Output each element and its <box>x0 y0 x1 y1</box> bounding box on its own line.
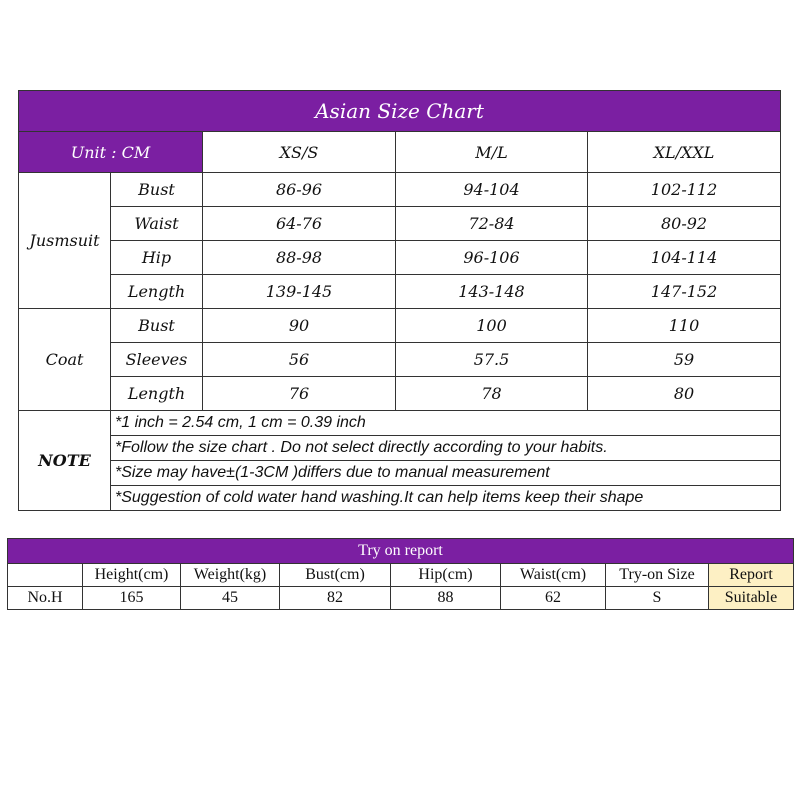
report-cell: 82 <box>280 587 391 610</box>
report-header: Try-on Size <box>606 564 709 587</box>
measure-label: Waist <box>111 207 203 241</box>
size-header: M/L <box>396 132 588 173</box>
measure-label: Length <box>111 275 203 309</box>
size-value: 88-98 <box>203 241 396 275</box>
size-header: XL/XXL <box>588 132 781 173</box>
note-line: *Suggestion of cold water hand washing.It can help items keep their shape <box>111 486 781 511</box>
size-value: 72-84 <box>396 207 588 241</box>
size-value: 94-104 <box>396 173 588 207</box>
report-header: Height(cm) <box>83 564 181 587</box>
size-value: 90 <box>203 309 396 343</box>
size-chart-title: Asian Size Chart <box>19 91 781 132</box>
report-header-highlight: Report <box>709 564 794 587</box>
size-header: XS/S <box>203 132 396 173</box>
size-value: 59 <box>588 343 781 377</box>
report-cell: 62 <box>501 587 606 610</box>
measure-label: Bust <box>111 173 203 207</box>
note-label: NOTE <box>19 411 111 511</box>
report-cell: 45 <box>181 587 280 610</box>
report-cell: 165 <box>83 587 181 610</box>
measure-label: Hip <box>111 241 203 275</box>
size-value: 78 <box>396 377 588 411</box>
size-value: 57.5 <box>396 343 588 377</box>
unit-label: Unit : CM <box>19 132 203 173</box>
size-value: 147-152 <box>588 275 781 309</box>
note-line: *1 inch = 2.54 cm, 1 cm = 0.39 inch <box>111 411 781 436</box>
try-on-report-title: Try on report <box>8 539 794 564</box>
size-value: 76 <box>203 377 396 411</box>
size-value: 80-92 <box>588 207 781 241</box>
size-value: 143-148 <box>396 275 588 309</box>
size-value: 110 <box>588 309 781 343</box>
size-value: 104-114 <box>588 241 781 275</box>
size-value: 102-112 <box>588 173 781 207</box>
report-header: Bust(cm) <box>280 564 391 587</box>
report-cell-highlight: Suitable <box>709 587 794 610</box>
size-value: 86-96 <box>203 173 396 207</box>
note-line: *Size may have±(1-3CM )differs due to manual measurement <box>111 461 781 486</box>
measure-label: Bust <box>111 309 203 343</box>
report-cell: No.H <box>8 587 83 610</box>
report-header: Hip(cm) <box>391 564 501 587</box>
group-label-jumpsuit: Jusmsuit <box>19 173 111 309</box>
report-cell: S <box>606 587 709 610</box>
size-value: 100 <box>396 309 588 343</box>
measure-label: Length <box>111 377 203 411</box>
try-on-report <box>7 538 794 610</box>
measure-label: Sleeves <box>111 343 203 377</box>
group-label-coat: Coat <box>19 309 111 411</box>
report-header-blank <box>8 564 83 587</box>
size-value: 96-106 <box>396 241 588 275</box>
size-value: 64-76 <box>203 207 396 241</box>
asian-size-chart <box>18 90 781 511</box>
size-value: 56 <box>203 343 396 377</box>
size-value: 80 <box>588 377 781 411</box>
note-line: *Follow the size chart . Do not select directly according to your habits. <box>111 436 781 461</box>
report-cell: 88 <box>391 587 501 610</box>
report-header: Waist(cm) <box>501 564 606 587</box>
size-value: 139-145 <box>203 275 396 309</box>
report-header: Weight(kg) <box>181 564 280 587</box>
